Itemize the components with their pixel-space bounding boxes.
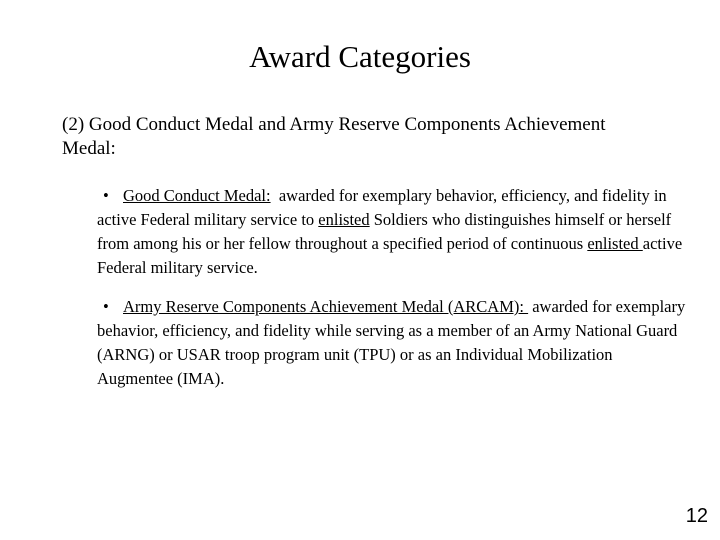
page-number: 12 [685,505,708,527]
bullet-text: Soldiers who distinguishes himself or herself from among his or her fellow throughout a specified period of continuous [97,210,676,253]
bullet-dot: • [103,297,109,316]
bullet-good-conduct-medal [97,184,687,280]
emphasis-enlisted: enlisted [318,210,370,229]
bullet-dot: • [103,186,109,205]
bullet-text: awarded for exemplary behavior, efficiency, and fidelity in active Federal military service to [97,186,671,229]
emphasis-enlisted: enlisted [587,234,643,253]
bullet-term: Army Reserve Components Achievement Medal (ARCAM): [123,297,529,316]
bullet-text: awarded for exemplary behavior, efficiency, and fidelity while serving as a member of an Army National Guard (ARNG) or USAR troop program unit (TPU) or as an Individual Mobilization Augmentee (IMA). [97,297,690,388]
slide-subtitle: (2) Good Conduct Medal and Army Reserve Components Achievement Medal: [62,114,606,159]
slide-title: Award Categories [249,39,471,74]
bullet-term: Good Conduct Medal: [123,186,271,205]
bullet-text: active Federal military service. [97,234,683,277]
bullet-arcam [97,295,690,391]
